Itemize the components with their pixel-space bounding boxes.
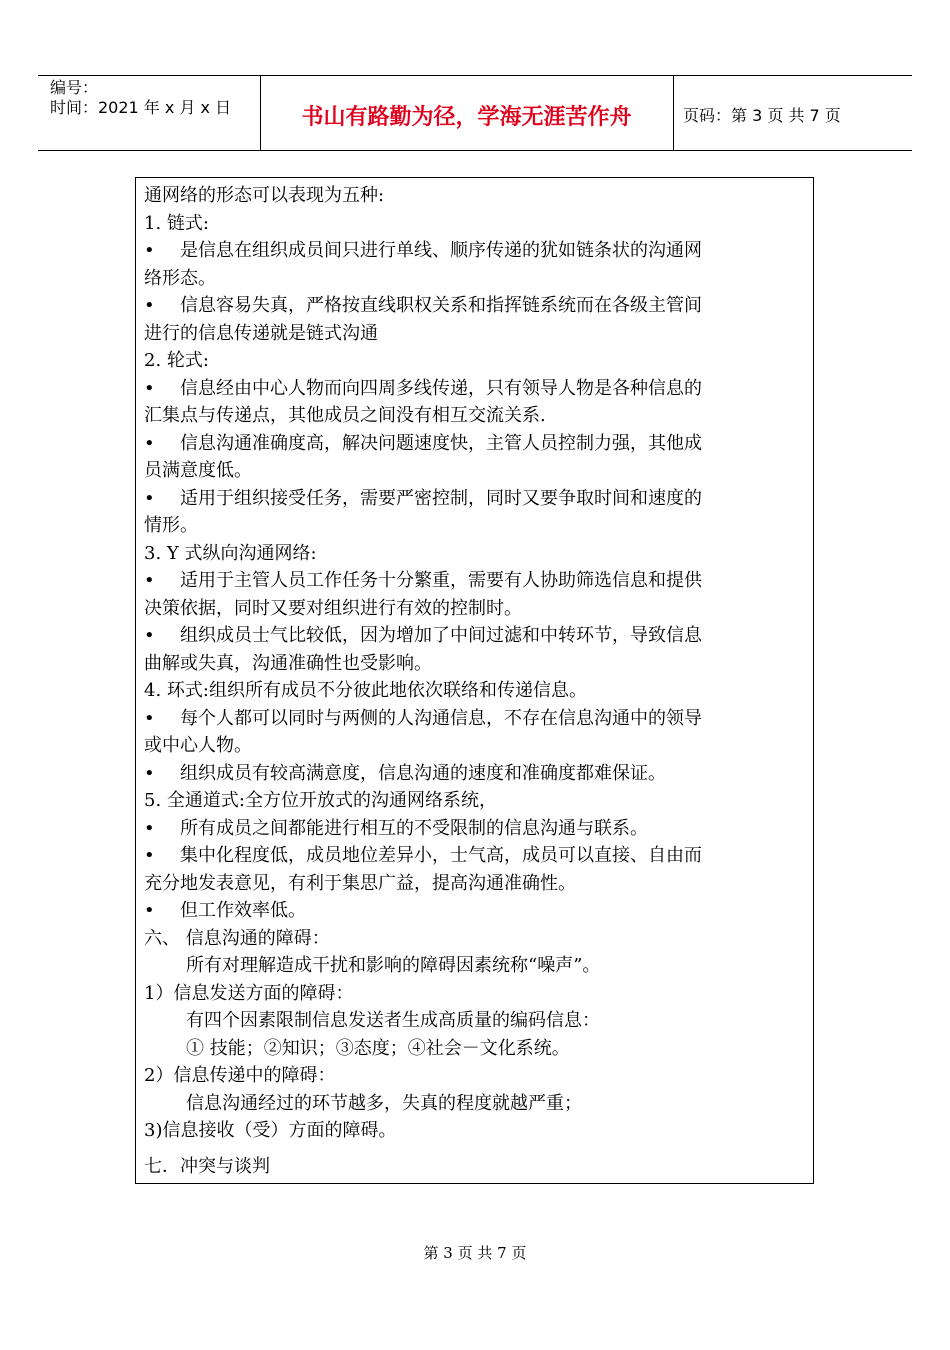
text-line [144,595,806,623]
line-text: 信息经由中心人物而向四周多线传递，只有领导人物是各种信息的 [180,377,702,399]
bullet-marker: • [144,762,155,784]
text-line [144,1117,806,1145]
line-text: 充分地发表意见，有利于集思广益，提高沟通准确性。 [144,872,576,894]
bullet-marker: • [144,625,155,646]
bullet-line [144,430,806,458]
bullet-marker: • [144,900,155,921]
bullet-line [144,375,806,403]
bullet-marker: • [144,570,155,591]
bullet-line [144,485,806,513]
bullet-marker: • [144,845,155,866]
header-top-rule [38,75,912,76]
line-text: 通网络的形态可以表现为五种: [144,185,385,206]
line-text: 集中化程度低，成员地位差异小，士气高，成员可以直接、自由而 [180,845,702,866]
text-line [144,540,806,568]
text-line [144,980,806,1008]
line-text: 适用于主管人员工作任务十分繁重，需要有人协助筛选信息和提供 [180,570,702,591]
text-line [144,787,806,815]
text-line [144,457,806,485]
bullet-line [144,622,806,650]
line-text: 进行的信息传递就是链式沟通 [144,322,378,344]
indented-line [144,1090,806,1118]
line-text: 1）信息发送方面的障碍： [144,982,354,1004]
bullet-marker: • [144,817,155,839]
bullet-line [144,842,806,870]
line-text: 决策依据，同时又要对组织进行有效的控制时。 [144,597,522,619]
line-text: ① 技能；②知识；③态度；④社会－文化系统。 [186,1037,570,1059]
text-line [144,402,806,430]
bullet-marker: • [144,707,155,729]
bullet-marker: • [144,377,155,399]
header-bottom-rule [38,150,912,151]
bullet-line [144,237,806,265]
line-text: 或中心人物。 [144,735,252,756]
line-text: 有四个因素限制信息发送者生成高质量的编码信息： [186,1010,600,1031]
indented-line [144,1007,806,1035]
line-text: 是信息在组织成员间只进行单线、顺序传递的犹如链条状的沟通网 [180,240,702,261]
document-time-label: 时间：2021 年 x 月 x 日 [50,98,232,117]
line-text: 情形。 [144,515,198,536]
bullet-line [144,705,806,733]
line-text: 每个人都可以同时与两侧的人沟通信息，不存在信息沟通中的领导 [180,707,702,729]
line-text: 六、 信息沟通的障碍： [144,927,330,949]
content-frame [135,177,814,1184]
document-body [144,182,806,1180]
text-line [144,512,806,540]
line-text: 信息沟通经过的环节越多，失真的程度就越严重； [186,1092,582,1114]
line-text: 曲解或失真，沟通准确性也受影响。 [144,652,432,674]
bullet-line [144,897,806,925]
header-meta [50,78,231,118]
line-text: 2）信息传递中的障碍： [144,1065,336,1086]
text-line [144,210,806,238]
bullet-line [144,567,806,595]
bullet-marker: • [144,240,155,261]
text-line [144,182,806,210]
page-footer: 第 3 页 共 7 页 [423,1244,527,1262]
line-text: 员满意度低。 [144,460,252,481]
text-line [144,265,806,293]
line-text: 组织成员士气比较低，因为增加了中间过滤和中转环节，导致信息 [180,625,702,646]
line-text: 3)信息接收（受）方面的障碍。 [144,1120,397,1141]
line-text: 3. Y 式纵向沟通网络: [144,542,317,564]
header-page-indicator: 页码：第 3 页 共 7 页 [683,106,841,125]
indented-line [144,1035,806,1063]
bullet-line [144,292,806,320]
line-text: 信息沟通准确度高，解决问题速度快，主管人员控制力强，其他成 [180,432,702,454]
line-text: 信息容易失真，严格按直线职权关系和指挥链系统而在各级主管间 [180,295,702,316]
line-text: 所有成员之间都能进行相互的不受限制的信息沟通与联系。 [180,817,648,839]
text-line [144,347,806,375]
line-text: 七．冲突与谈判 [144,1155,270,1177]
text-line [144,732,806,760]
text-line [144,1153,806,1181]
section-gap [144,1145,806,1153]
line-text: 所有对理解造成干扰和影响的障碍因素统称“噪声”。 [186,955,601,976]
text-line [144,677,806,705]
line-text: 但工作效率低。 [180,900,306,921]
bullet-line [144,815,806,843]
header-divider-right [673,75,674,150]
document-number-label: 编号： [50,78,99,97]
line-text: 汇集点与传递点，其他成员之间没有相互交流关系. [144,405,546,426]
text-line [144,320,806,348]
text-line [144,1062,806,1090]
line-text: 5. 全通道式:全方位开放式的沟通网络系统， [144,790,497,811]
line-text: 组织成员有较高满意度，信息沟通的速度和准确度都难保证。 [180,762,666,784]
text-line [144,925,806,953]
text-line [144,650,806,678]
bullet-line [144,760,806,788]
line-text: 络形态。 [144,267,216,289]
line-text: 适用于组织接受任务，需要严密控制，同时又要争取时间和速度的 [180,487,702,509]
line-text: 4. 环式:组织所有成员不分彼此地依次联络和传递信息。 [144,680,587,701]
line-text: 1. 链式: [144,212,209,234]
indented-line [144,952,806,980]
bullet-marker: • [144,432,155,454]
header-motto: 书山有路勤为径，学海无涯苦作舟 [301,105,632,130]
line-text: 2. 轮式: [144,350,209,371]
bullet-marker: • [144,295,155,316]
bullet-marker: • [144,487,155,509]
text-line [144,870,806,898]
